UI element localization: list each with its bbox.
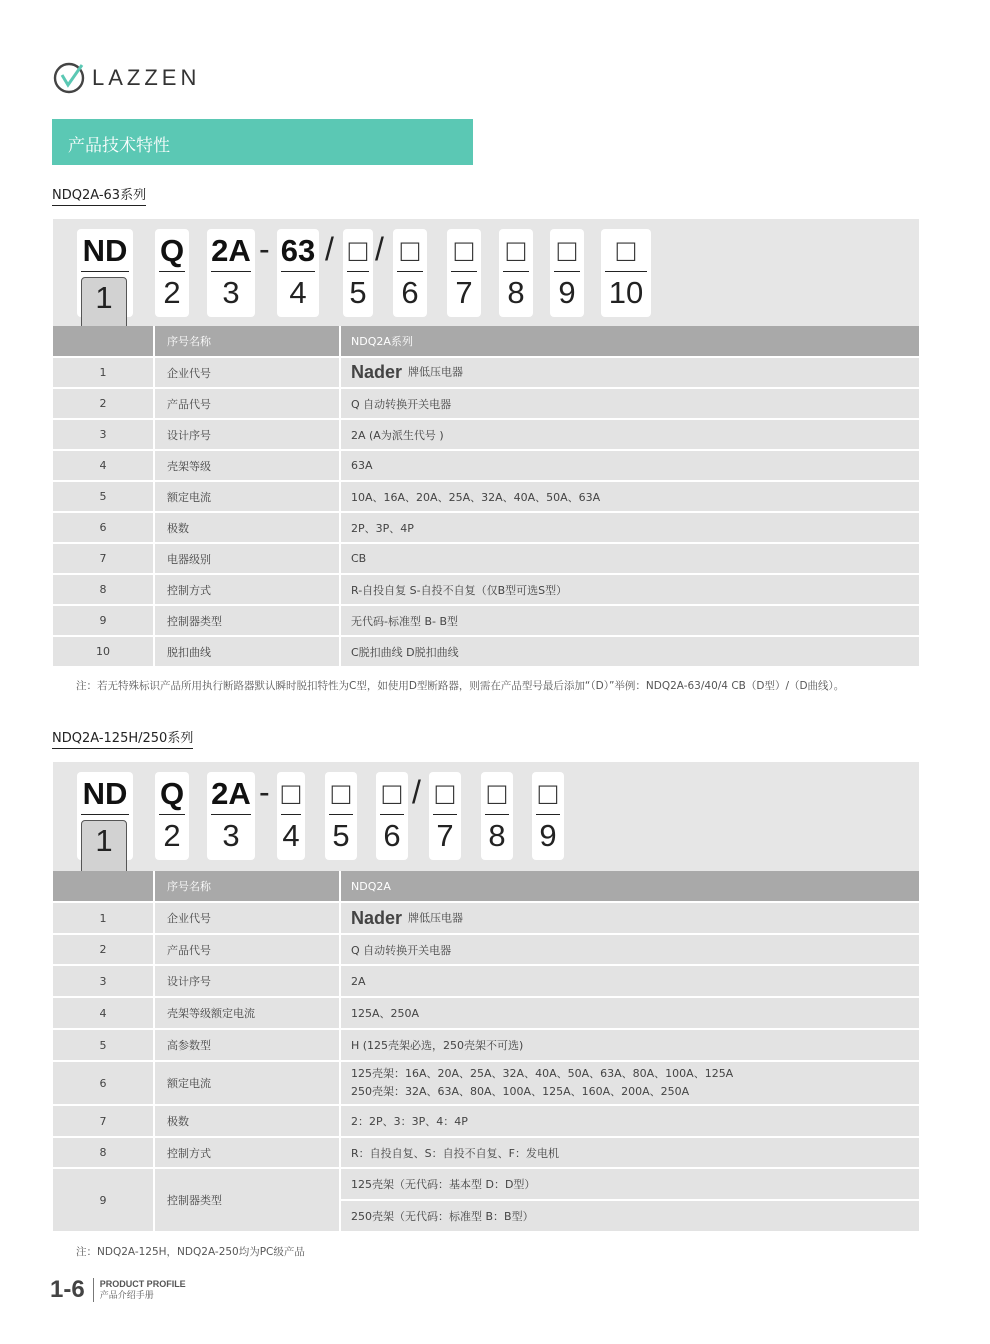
segment-index: 8 — [488, 818, 506, 853]
row-number: 7 — [53, 1105, 154, 1137]
section-banner — [52, 119, 473, 165]
row-value — [340, 636, 919, 667]
value-text: 63A — [351, 459, 373, 472]
code1-segment-8 — [499, 229, 533, 317]
segment-underline — [485, 814, 509, 815]
segment-index: 3 — [222, 818, 240, 853]
segment-code: Q — [159, 776, 185, 811]
code2-segment-6 — [376, 772, 408, 860]
segment-code: □ — [557, 233, 577, 268]
banner-title: 产品技术特性 — [68, 136, 170, 156]
spec-table-1 — [53, 326, 919, 668]
row-name: 壳架等级 — [154, 450, 340, 481]
table-row — [53, 481, 919, 512]
row-value — [340, 934, 919, 965]
row-number: 2 — [53, 934, 154, 965]
segment-index: 2 — [163, 275, 181, 310]
brand-logo — [52, 60, 200, 96]
value-text: 牌低压电器 — [408, 365, 464, 379]
value-text: 牌低压电器 — [408, 911, 464, 924]
code1-segment-2 — [155, 229, 189, 317]
segment-index: 7 — [436, 818, 454, 853]
table-row — [53, 1029, 919, 1061]
row-value — [340, 512, 919, 543]
note-2: 注：NDQ2A-125H，NDQ2A-250均为PC级产品 — [76, 1246, 305, 1258]
table-row — [53, 1105, 919, 1137]
row-number: 7 — [53, 543, 154, 574]
code2-segment-3 — [207, 772, 255, 860]
table-row — [53, 636, 919, 667]
code1-segment-5 — [343, 229, 373, 317]
row-value — [340, 1168, 919, 1200]
row-value — [340, 1029, 919, 1061]
code1-segment-9 — [550, 229, 584, 317]
segment-code: ND — [82, 233, 128, 268]
segment-index: 7 — [455, 275, 473, 310]
segment-index: 4 — [282, 818, 300, 853]
row-value — [340, 605, 919, 636]
segment-code: □ — [487, 776, 507, 811]
value-text: Q 自动转换开关电器 — [351, 943, 452, 957]
segment-index: 8 — [507, 275, 525, 310]
row-name: 控制方式 — [154, 574, 340, 605]
spec2-header-row — [53, 871, 919, 902]
code1-segment-3 — [207, 229, 255, 317]
row-name: 产品代号 — [154, 388, 340, 419]
code1-segment-4 — [277, 229, 319, 317]
segment-underline — [81, 814, 129, 815]
segment-index: 1 — [95, 280, 113, 315]
code1-separator: - — [259, 231, 270, 267]
segment-underline — [329, 814, 353, 815]
row-number: 2 — [53, 388, 154, 419]
row-number: 1 — [53, 902, 154, 934]
row-number: 8 — [53, 574, 154, 605]
row-name: 电器级别 — [154, 543, 340, 574]
table-row — [53, 1168, 919, 1200]
row-number: 1 — [53, 357, 154, 388]
value-text: 2A — [351, 974, 366, 988]
row-value — [340, 1061, 919, 1105]
segment-underline — [536, 814, 560, 815]
segment-code: □ — [454, 233, 474, 268]
nader-brand-mark: Nader — [351, 362, 403, 382]
segment-index: 1 — [95, 823, 113, 858]
value-text: 2：2P、3：3P、4：4P — [351, 1115, 468, 1128]
value-text: 125A、250A — [351, 1007, 420, 1020]
row-name: 额定电流 — [154, 481, 340, 512]
header-series: NDQ2A系列 — [340, 326, 919, 357]
row-number: 5 — [53, 481, 154, 512]
code1-segment-10 — [601, 229, 651, 317]
row-number: 3 — [53, 965, 154, 997]
segment-code: 2A — [211, 233, 251, 268]
row-value — [340, 1105, 919, 1137]
code1-segment-1 — [77, 229, 133, 317]
segment-underline — [554, 271, 580, 272]
segment-index: 10 — [608, 275, 644, 310]
row-number: 9 — [53, 605, 154, 636]
segment-underline — [281, 271, 315, 272]
footer-line-2: 产品介绍手册 — [99, 1290, 154, 1301]
segment-underline — [397, 271, 423, 272]
table-row — [53, 419, 919, 450]
value-text: 10A、16A、20A、25A、32A、40A、50A、63A — [351, 490, 601, 504]
code1-separator: / — [325, 231, 334, 267]
row-name: 极数 — [154, 512, 340, 543]
row-name: 壳架等级额定电流 — [154, 997, 340, 1029]
row-name: 设计序号 — [154, 965, 340, 997]
spec-table-2 — [53, 871, 919, 1233]
row-value — [340, 450, 919, 481]
segment-underline — [81, 271, 129, 272]
row-value — [340, 902, 919, 934]
row-number: 8 — [53, 1137, 154, 1168]
value-text: 125壳架（无代码：基本型 D：D型） — [351, 1178, 536, 1191]
segment-code: 63 — [280, 233, 316, 268]
segment-code: □ — [616, 233, 636, 268]
row-number: 6 — [53, 1061, 154, 1105]
segment-underline — [211, 271, 251, 272]
segment-index: 2 — [163, 818, 181, 853]
row-number: 3 — [53, 419, 154, 450]
row-number: 4 — [53, 997, 154, 1029]
row-value: 250壳架（无代码：标准型 B：B型） — [340, 1200, 919, 1232]
code1-segment-6 — [393, 229, 427, 317]
row-name: 产品代号 — [154, 934, 340, 965]
table-row — [53, 574, 919, 605]
row-value — [340, 1137, 919, 1168]
row-number: 10 — [53, 636, 154, 667]
segment-index: 6 — [401, 275, 419, 310]
row-number: 4 — [53, 450, 154, 481]
segment-underline — [211, 814, 251, 815]
table-row — [53, 934, 919, 965]
value-text: 2A (A为派生代号 ) — [351, 428, 444, 442]
row-number: 5 — [53, 1029, 154, 1061]
row-name: 设计序号 — [154, 419, 340, 450]
header-series: NDQ2A — [340, 871, 919, 902]
header-blank — [53, 326, 154, 357]
segment-code: □ — [538, 776, 558, 811]
row-number: 9 — [53, 1168, 154, 1232]
page-footer — [50, 1276, 186, 1304]
row-value — [340, 357, 919, 388]
row-name: 控制方式 — [154, 1137, 340, 1168]
segment-underline — [380, 814, 404, 815]
value-text: Q 自动转换开关电器 — [351, 397, 452, 411]
table-row — [53, 997, 919, 1029]
code2-segment-5 — [325, 772, 357, 860]
value-text: R-自投自复 S-自投不自复（仅B型可选S型） — [351, 583, 568, 597]
row-value — [340, 419, 919, 450]
segment-code: ND — [82, 776, 128, 811]
row-value — [340, 997, 919, 1029]
value-text: CB — [351, 552, 367, 565]
segment-code: □ — [348, 233, 368, 268]
table-row — [53, 357, 919, 388]
row-name: 极数 — [154, 1105, 340, 1137]
code2-segment-1 — [77, 772, 133, 860]
segment-code: □ — [281, 776, 301, 811]
row-value — [340, 574, 919, 605]
table-row — [53, 543, 919, 574]
table-row — [53, 1137, 919, 1168]
row-name: 控制器类型 — [154, 1168, 340, 1232]
value-text: C脱扣曲线 D脱扣曲线 — [351, 645, 459, 659]
segment-code: □ — [506, 233, 526, 268]
segment-underline — [159, 814, 185, 815]
segment-underline — [347, 271, 369, 272]
segment-index: 9 — [539, 818, 557, 853]
model-code-strip-2 — [53, 762, 919, 871]
segment-underline — [281, 814, 301, 815]
row-value — [340, 965, 919, 997]
segment-index: 4 — [289, 275, 307, 310]
segment-underline — [159, 271, 185, 272]
table-row — [53, 965, 919, 997]
segment-underline — [451, 271, 477, 272]
code2-segment-9 — [532, 772, 564, 860]
table-row — [53, 388, 919, 419]
row-name: 额定电流 — [154, 1061, 340, 1105]
segment-underline — [605, 271, 647, 272]
row-number: 6 — [53, 512, 154, 543]
segment-underline — [503, 271, 529, 272]
header-name: 序号名称 — [154, 326, 340, 357]
brand-name: LAZZEN — [92, 65, 201, 90]
page-number: 1-6 — [50, 1276, 85, 1303]
code1-separator: / — [375, 231, 384, 267]
code2-segment-7 — [429, 772, 461, 860]
code2-separator: / — [412, 774, 421, 810]
nader-brand-mark: Nader — [351, 907, 403, 928]
footer-line-1: PRODUCT PROFILE — [99, 1278, 186, 1289]
segment-index: 3 — [222, 275, 240, 310]
row-name: 控制器类型 — [154, 605, 340, 636]
segment-code: □ — [331, 776, 351, 811]
model-code-strip-1 — [53, 219, 919, 326]
series-title-2: NDQ2A-125H/250系列 — [52, 727, 193, 749]
segment-code: 2A — [211, 776, 251, 811]
lazzen-logo-icon — [52, 61, 86, 95]
segment-code: Q — [159, 233, 185, 268]
code2-segment-8 — [481, 772, 513, 860]
row-value — [340, 543, 919, 574]
code2-separator: - — [259, 774, 270, 810]
footer-divider — [93, 1278, 94, 1302]
value-text: H (125壳架必选，250壳架不可选) — [351, 1039, 524, 1052]
series-title-1: NDQ2A-63系列 — [52, 184, 146, 206]
table-row — [53, 1061, 919, 1105]
value-text-2: 250壳架：32A、63A、80A、100A、125A、160A、200A、250A — [351, 1085, 690, 1098]
segment-code: □ — [400, 233, 420, 268]
row-name: 企业代号 — [154, 357, 340, 388]
value-text: 125壳架：16A、20A、25A、32A、40A、50A、63A、80A、100A、125A — [351, 1067, 734, 1080]
row-name: 高参数型 — [154, 1029, 340, 1061]
row-value — [340, 481, 919, 512]
spec1-header-row — [53, 326, 919, 357]
row-name: 脱扣曲线 — [154, 636, 340, 667]
code2-segment-4 — [277, 772, 305, 860]
table-row — [53, 450, 919, 481]
value-text: 无代码-标准型 B- B型 — [351, 614, 459, 628]
note-1: 注：若无特殊标识产品所用执行断路器默认瞬时脱扣特性为C型，如使用D型断路器，则需在产品型号最后添加“（D）”举例：NDQ2A-63/40/4 CB（D型）/（D曲线）。 — [76, 680, 845, 692]
value-text: R：自投自复、S：自投不自复、F：发电机 — [351, 1146, 559, 1160]
code1-segment-7 — [447, 229, 481, 317]
segment-underline — [433, 814, 457, 815]
header-name: 序号名称 — [154, 871, 340, 902]
segment-code: □ — [435, 776, 455, 811]
segment-index: 6 — [383, 818, 401, 853]
segment-index: 5 — [349, 275, 367, 310]
segment-code: □ — [382, 776, 402, 811]
segment-index: 9 — [558, 275, 576, 310]
value-text: 2P、3P、4P — [351, 521, 414, 535]
segment-index: 5 — [332, 818, 350, 853]
table-row — [53, 512, 919, 543]
code2-segment-2 — [155, 772, 189, 860]
table-row — [53, 902, 919, 934]
row-name: 企业代号 — [154, 902, 340, 934]
header-blank — [53, 871, 154, 902]
row-value — [340, 388, 919, 419]
table-row — [53, 605, 919, 636]
